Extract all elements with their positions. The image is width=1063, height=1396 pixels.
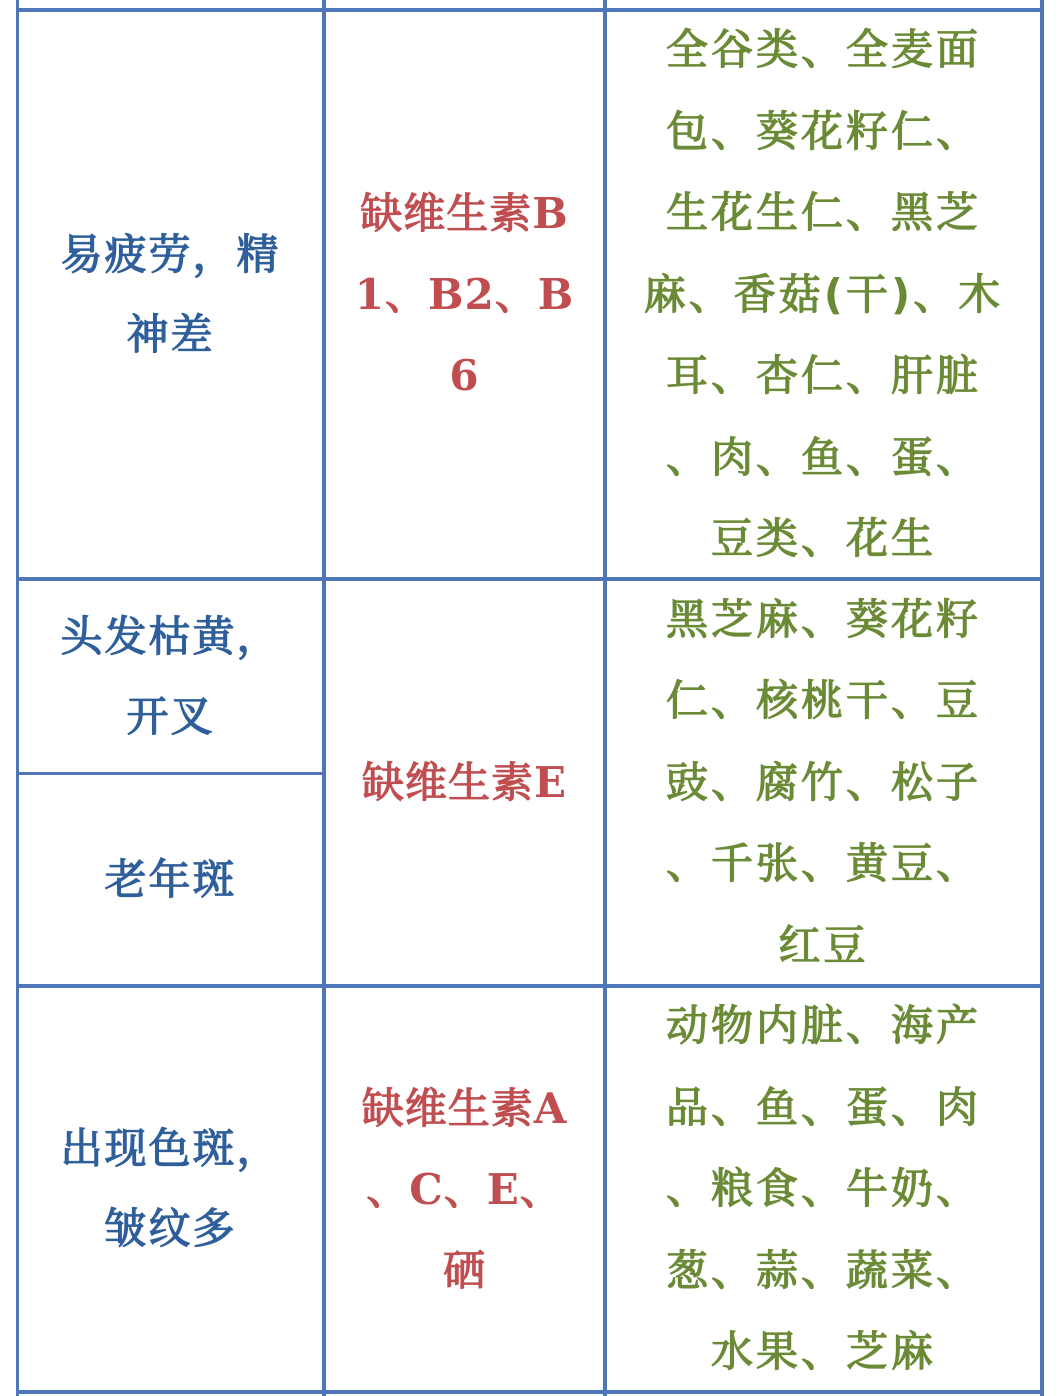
symptom-line: 出现色斑， bbox=[60, 1124, 281, 1173]
food-line: 水果、芝麻 bbox=[710, 1327, 936, 1377]
table-cell-symptom bbox=[19, 581, 322, 772]
food-line: 豆类、花生 bbox=[710, 514, 936, 564]
symptom-line: 神差 bbox=[126, 309, 215, 359]
food-line: 红豆 bbox=[778, 920, 869, 970]
vitamin-line: 、C、E、 bbox=[366, 1164, 563, 1214]
food-line: 麻、香菇(干)、木 bbox=[643, 269, 1004, 319]
vitamin-line: 1、B2、B bbox=[354, 270, 575, 319]
food-line: 黑芝麻、葵花籽 bbox=[665, 594, 981, 644]
table-cell-symptom-secondary bbox=[19, 775, 322, 984]
table-cell-symptom bbox=[19, 988, 322, 1390]
food-line: 生花生仁、黑芝 bbox=[665, 188, 981, 238]
table-cell-food bbox=[607, 988, 1040, 1390]
symptom-line: 老年斑 bbox=[104, 854, 237, 904]
vitamin-line: 缺维生素B bbox=[360, 189, 569, 238]
food-line: 品、鱼、蛋、肉 bbox=[665, 1082, 981, 1132]
food-line: 葱、蒜、蔬菜、 bbox=[665, 1245, 981, 1295]
food-line: 、粮食、牛奶、 bbox=[665, 1164, 981, 1214]
symptom-line: 开叉 bbox=[126, 691, 215, 741]
table-cell-symptom bbox=[19, 12, 322, 577]
symptom-line: 头发枯黄， bbox=[60, 611, 281, 661]
food-line: 动物内脏、海产 bbox=[665, 1001, 981, 1051]
symptom-line: 皱纹多 bbox=[104, 1204, 237, 1253]
table-cell-food bbox=[607, 581, 1040, 984]
table-cell-food bbox=[607, 12, 1040, 577]
food-line: 、千张、黄豆、 bbox=[665, 839, 981, 889]
symptom-line: 易疲劳，精 bbox=[60, 229, 281, 279]
food-line: 、肉、鱼、蛋、 bbox=[665, 432, 981, 482]
vitamin-line: 缺维生素E bbox=[361, 758, 567, 807]
table-border-right bbox=[1040, 0, 1044, 1396]
table-cell-vitamin bbox=[326, 988, 603, 1390]
food-line: 仁、核桃干、豆 bbox=[665, 676, 981, 726]
table-cell-vitamin bbox=[326, 581, 603, 984]
table-cell-vitamin bbox=[326, 12, 603, 577]
food-line: 全谷类、全麦面 bbox=[665, 25, 981, 75]
vitamin-line: 硒 bbox=[442, 1245, 486, 1295]
food-line: 包、葵花籽仁、 bbox=[665, 106, 981, 156]
vitamin-line: 缺维生素A bbox=[361, 1083, 568, 1133]
food-line: 豉、腐竹、松子 bbox=[665, 757, 981, 807]
food-line: 耳、杏仁、肝脏 bbox=[665, 351, 981, 401]
vitamin-line: 6 bbox=[449, 351, 480, 400]
